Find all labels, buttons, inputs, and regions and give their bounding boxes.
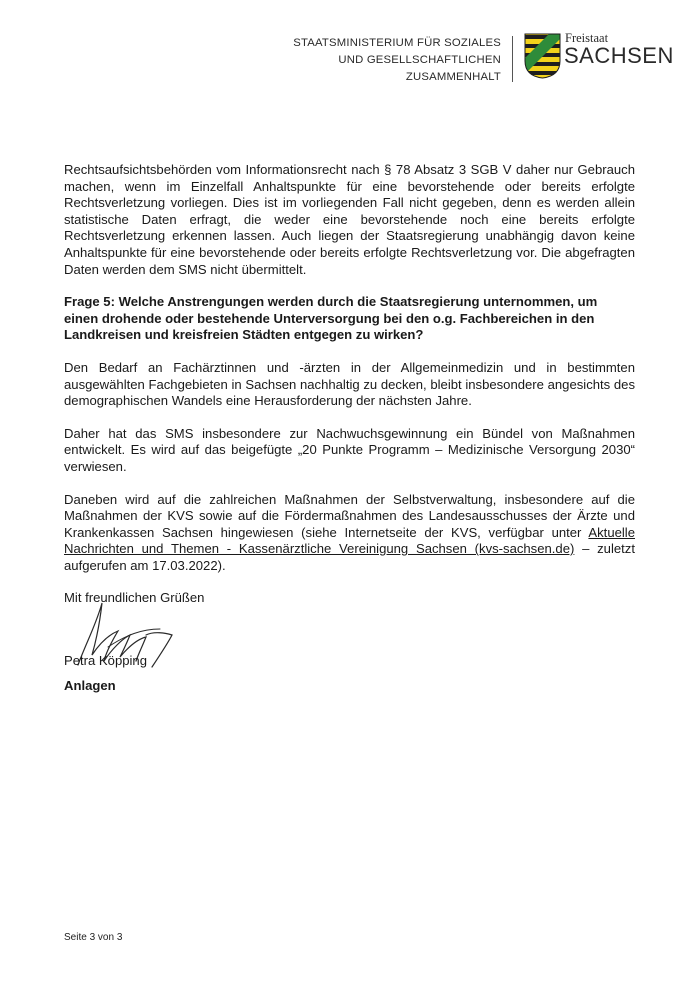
letterhead-divider — [512, 36, 513, 82]
paragraph-kvs — [64, 492, 635, 575]
letter-body — [64, 162, 635, 699]
ministry-line-2: UND GESELLSCHAFTLICHEN — [338, 54, 501, 66]
question-5: Frage 5: Welche Anstrengungen werden durch die Staatsregierung unternommen, um einen drohende oder bestehende Unterversorgung bei den o.g. Fachbereichen in den Landkreisen und kreisfreien Städten entgegen zu wirken? — [64, 294, 598, 343]
signature-block — [64, 607, 635, 699]
ministry-line-1: STAATSMINISTERIUM FÜR SOZIALES — [293, 37, 501, 49]
state-label-small: Freistaat — [565, 31, 609, 45]
page-number: Seite 3 von 3 — [64, 932, 123, 943]
signer-name: Petra Köpping — [64, 653, 147, 669]
closing-greeting: Mit freundlichen Grüßen — [64, 590, 205, 606]
kvs-text-after: – zuletzt aufgerufen am 17.03.2022). — [64, 541, 635, 573]
ministry-name — [293, 35, 501, 86]
paragraph-measures: Daher hat das SMS insbesondere zur Nachwuchsgewinnung ein Bündel von Maßnahmen entwickelt. Es wird auf das beigefügte „20 Punkte Programm – Medizinische Versorgung 2030“ verwiesen. — [64, 425, 635, 474]
paragraph-legal-basis: Rechtsaufsichtsbehörden vom Informationsrecht nach § 78 Absatz 3 SGB V daher nur Gebrauch machen, wenn im Einzelfall Anhaltspunkte für eine bevorstehende oder bereits erfolgte Rechtsverletzung vorliegen. Dies ist im vorliegenden Fall nicht gegeben, denn es werden allein statistische Daten erfragt, die weder eine bevorstehende noch eine bereits erfolgte Rechtsverletzung erkennen lassen. Auch liegen der Staatsregierung unabhängig davon keine Anhaltspunkte für eine bevorstehende oder bereits erfolgte Rechtsverletzung vor. Die abgefragten Daten werden dem SMS nicht übermittelt. — [64, 162, 635, 277]
paragraph-demand: Den Bedarf an Fachärztinnen und -ärzten in der Allgemeinmedizin und in bestimmten ausgewählten Fachgebieten in Sachsen nachhaltig zu decken, bleibt insbesondere angesichts des demographischen Wandels eine Herausforderung der nächsten Jahre. — [64, 359, 635, 409]
state-label-large: SACHSEN — [564, 43, 674, 68]
kvs-link[interactable]: Aktuelle Nachrichten und Themen - Kassenärztliche Vereinigung Sachsen (kvs-sachsen.de) — [64, 524, 635, 557]
attachments-label: Anlagen — [64, 678, 116, 694]
saxony-coat-of-arms-icon — [524, 33, 561, 79]
kvs-text-before: Daneben wird auf die zahlreichen Maßnahmen der Selbstverwaltung, insbesondere auf die Maßnahmen der KVS sowie auf die Fördermaßnahmen des Landesausschusses der Ärzte und Krankenkassen Sachsen hingewiesen (siehe Internetseite der KVS, verfügbar unter — [64, 491, 635, 540]
letterhead — [0, 30, 700, 90]
ministry-line-3: ZUSAMMENHALT — [405, 71, 501, 83]
